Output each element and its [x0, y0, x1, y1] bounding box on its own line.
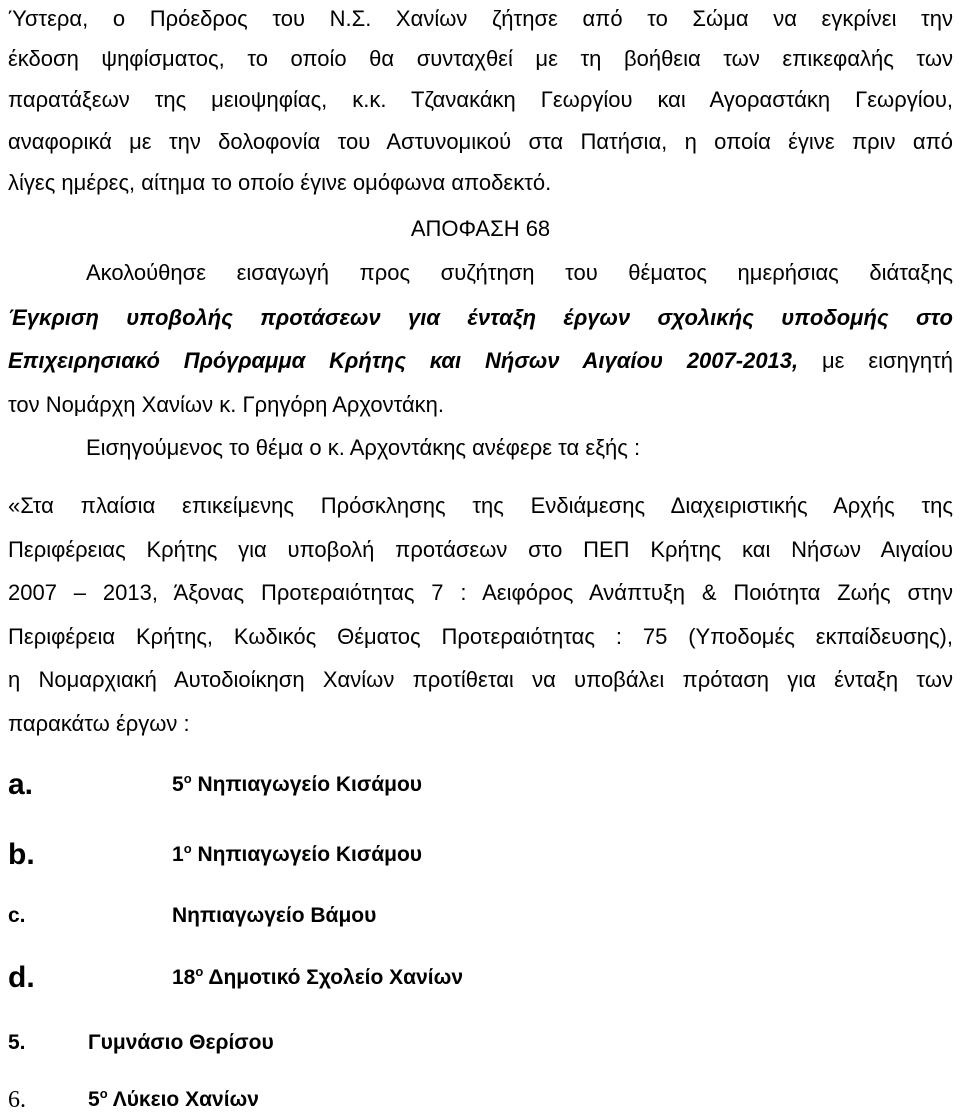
quote-line: Περιφέρειας Κρήτης για υποβολή προτάσεων στο ΠΕΠ Κρήτης και Νήσων Αιγαίου — [8, 537, 953, 562]
paragraph1-line: Ύστερα, ο Πρόεδρος του Ν.Σ. Χανίων ζήτησε από το Σώμα να εγκρίνει την — [8, 6, 953, 31]
rapporteur-statement: Εισηγούμενος το θέμα ο κ. Αρχοντάκης ανέφερε τα εξής : — [86, 435, 641, 460]
quote-line: Περιφέρεια Κρήτης, Κωδικός Θέματος Προτεραιότητας : 75 (Υποδομές εκπαίδευσης), — [8, 624, 953, 649]
project-item — [8, 1026, 908, 1060]
quote-line: 2007 – 2013, Άξονας Προτεραιότητας 7 : Αειφόρος Ανάπτυξη & Ποιότητα Ζωής στην — [8, 580, 953, 605]
project-marker: 5. — [8, 1031, 26, 1054]
project-name: $5^o$ Νηπιαγωγείο Κισάμου — [172, 771, 423, 796]
paragraph1-line: αναφορικά με την δολοφονία του Αστυνομικού στα Πατήσια, η οποία έγινε πριν από — [8, 129, 953, 154]
project-name: $18^o$ Δημοτικό Σχολείο Χανίων — [172, 964, 464, 989]
project-marker: c. — [8, 904, 26, 927]
project-item — [8, 768, 908, 802]
quote-line: η Νομαρχιακή Αυτοδιοίκηση Χανίων προτίθεται να υποβάλει πρόταση για ένταξη των — [8, 667, 953, 692]
decision-heading-text: ΑΠΟΦΑΣΗ 68 — [410, 216, 551, 241]
rapporteur-line: τον Νομάρχη Χανίων κ. Γρηγόρη Αρχοντάκη. — [8, 392, 445, 417]
agenda-title-bold: Επιχειρησιακό Πρόγραμμα Κρήτης και Νήσων Αιγαίου 2007-2013, — [8, 348, 799, 373]
rapporteur-text: με εισηγητή — [798, 348, 953, 373]
project-item — [8, 1083, 908, 1117]
decision-heading — [8, 216, 953, 242]
paragraph1-line: παρατάξεων της μειοψηφίας, κ.κ. Τζανακάκη Γεωργίου και Αγοραστάκη Γεωργίου, — [8, 87, 953, 112]
paragraph1-line: λίγες ημέρες, αίτημα το οποίο έγινε ομόφωνα αποδεκτό. — [8, 170, 552, 195]
agenda-title-cont — [8, 348, 953, 374]
project-name: Γυμνάσιο Θερίσου — [88, 1031, 274, 1054]
paragraph1-line: έκδοση ψηφίσματος, το οποίο θα συνταχθεί με τη βοήθεια των επικεφαλής των — [8, 46, 953, 71]
quote-line: παρακάτω έργων : — [8, 711, 190, 736]
project-item — [8, 838, 908, 872]
project-name: $5^o$ Λύκειο Χανίων — [88, 1086, 259, 1111]
project-item — [8, 961, 908, 995]
quote-line: «Στα πλαίσια επικείμενης Πρόσκλησης της Ενδιάμεσης Διαχειριστικής Αρχής της — [8, 493, 953, 518]
project-name: $1^o$ Νηπιαγωγείο Κισάμου — [172, 841, 423, 866]
project-marker: b. — [8, 838, 35, 871]
agenda-title: Έγκριση υποβολής προτάσεων για ένταξη έργων σχολικής υποδομής στο — [8, 305, 953, 330]
project-item — [8, 899, 908, 933]
project-marker: 6. — [8, 1087, 26, 1113]
project-name: Νηπιαγωγείο Βάμου — [172, 904, 377, 927]
project-marker: a. — [8, 768, 34, 801]
project-marker: d. — [8, 961, 35, 994]
decision-intro: Ακολούθησε εισαγωγή προς συζήτηση του θέματος ημερήσιας διάταξης — [86, 260, 953, 285]
